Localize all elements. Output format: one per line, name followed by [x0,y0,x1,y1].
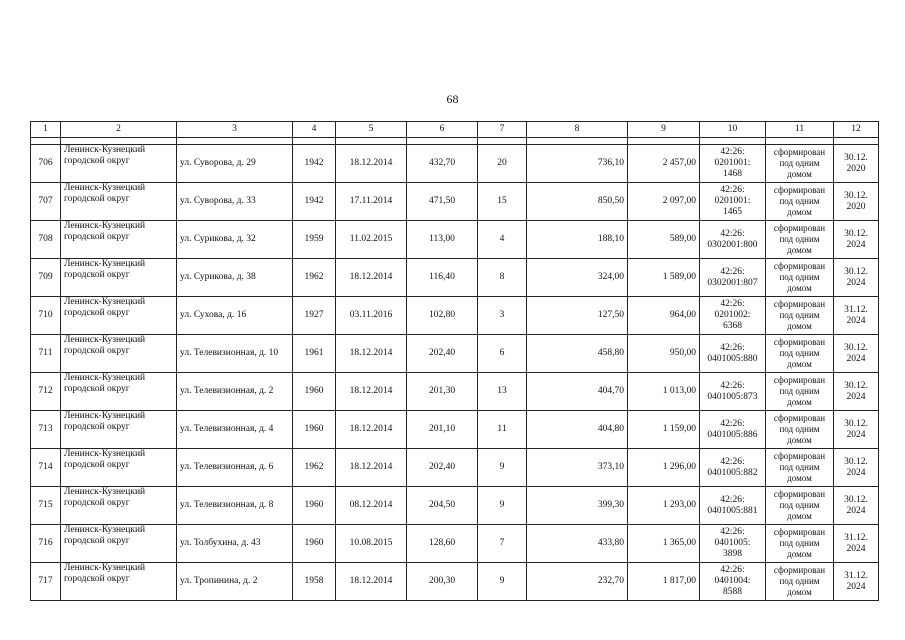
status-cell: сформирован под одним домом [766,373,834,411]
date-cell: 08.12.2014 [336,487,407,525]
due-date-cell: 30.12. 2024 [834,259,879,297]
count-cell: 9 [478,487,527,525]
value-cell: 404,70 [527,373,628,411]
area-cell: 113,00 [407,221,478,259]
value-cell: 404,80 [527,411,628,449]
year-cell: 1962 [293,449,336,487]
year-cell: 1960 [293,487,336,525]
cadastral-number-cell: 42:26: 0401005:881 [700,487,766,525]
cadastral-number-cell: 42:26: 0201002: 6368 [700,297,766,335]
year-cell: 1958 [293,563,336,601]
count-cell: 15 [478,183,527,221]
count-cell: 4 [478,221,527,259]
value-cell: 1 365,00 [628,525,700,563]
area-cell: 432,70 [407,145,478,183]
value-cell: 433,80 [527,525,628,563]
page-number: 68 [446,92,459,106]
year-cell: 1942 [293,183,336,221]
year-cell: 1960 [293,373,336,411]
value-cell: 964,00 [628,297,700,335]
address-cell: ул. Сурикова, д. 38 [177,259,293,297]
column-header: 1 [31,122,61,138]
area-cell: 201,10 [407,411,478,449]
row-number-cell: 717 [31,563,61,601]
due-date-cell: 30.12. 2024 [834,221,879,259]
status-cell: сформирован под одним домом [766,563,834,601]
value-cell: 232,70 [527,563,628,601]
due-date-cell: 31.12. 2024 [834,525,879,563]
table-row [31,525,879,563]
date-cell: 18.12.2014 [336,259,407,297]
due-date-cell: 30.12. 2020 [834,183,879,221]
address-cell: ул. Телевизионная, д. 8 [177,487,293,525]
status-cell: сформирован под одним домом [766,411,834,449]
municipality-cell: Ленинск-Кузнецкий городской округ [61,525,177,563]
table-row [31,335,879,373]
count-cell: 8 [478,259,527,297]
due-date-cell: 31.12. 2024 [834,297,879,335]
value-cell: 2 457,00 [628,145,700,183]
cadastral-number-cell: 42:26: 0401005:882 [700,449,766,487]
value-cell: 950,00 [628,335,700,373]
address-cell: ул. Телевизионная, д. 2 [177,373,293,411]
municipality-cell: Ленинск-Кузнецкий городской округ [61,259,177,297]
date-cell: 10.08.2015 [336,525,407,563]
address-cell: ул. Суворова, д. 33 [177,183,293,221]
cadastral-number-cell: 42:26: 0401005:873 [700,373,766,411]
spacer-row [31,138,879,145]
status-cell: сформирован под одним домом [766,221,834,259]
status-cell: сформирован под одним домом [766,449,834,487]
address-cell: ул. Телевизионная, д. 10 [177,335,293,373]
count-cell: 6 [478,335,527,373]
date-cell: 18.12.2014 [336,563,407,601]
address-cell: ул. Суворова, д. 29 [177,145,293,183]
cadastral-number-cell: 42:26: 0401005:886 [700,411,766,449]
cadastral-number-cell: 42:26: 0302001:807 [700,259,766,297]
due-date-cell: 30.12. 2024 [834,335,879,373]
area-cell: 202,40 [407,449,478,487]
address-cell: ул. Тропинина, д. 2 [177,563,293,601]
value-cell: 458,80 [527,335,628,373]
column-header: 7 [478,122,527,138]
row-number-cell: 710 [31,297,61,335]
status-cell: сформирован под одним домом [766,297,834,335]
due-date-cell: 30.12. 2024 [834,449,879,487]
table-row [31,221,879,259]
address-cell: ул. Сурикова, д. 32 [177,221,293,259]
year-cell: 1961 [293,335,336,373]
table-row [31,145,879,183]
column-header: 10 [700,122,766,138]
date-cell: 17.11.2014 [336,183,407,221]
row-number-cell: 713 [31,411,61,449]
column-header: 9 [628,122,700,138]
value-cell: 1 159,00 [628,411,700,449]
row-number-cell: 714 [31,449,61,487]
table-row [31,297,879,335]
value-cell: 1 296,00 [628,449,700,487]
municipality-cell: Ленинск-Кузнецкий городской округ [61,411,177,449]
area-cell: 202,40 [407,335,478,373]
value-cell: 2 097,00 [628,183,700,221]
column-header: 12 [834,122,879,138]
value-cell: 736,10 [527,145,628,183]
municipality-cell: Ленинск-Кузнецкий городской округ [61,297,177,335]
cadastral-number-cell: 42:26: 0302001:800 [700,221,766,259]
row-number-cell: 715 [31,487,61,525]
due-date-cell: 30.12. 2024 [834,373,879,411]
column-header: 2 [61,122,177,138]
value-cell: 127,50 [527,297,628,335]
year-cell: 1962 [293,259,336,297]
value-cell: 1 817,00 [628,563,700,601]
year-cell: 1960 [293,525,336,563]
municipality-cell: Ленинск-Кузнецкий городской округ [61,145,177,183]
column-header: 11 [766,122,834,138]
count-cell: 20 [478,145,527,183]
value-cell: 1 013,00 [628,373,700,411]
status-cell: сформирован под одним домом [766,525,834,563]
table-row [31,259,879,297]
count-cell: 3 [478,297,527,335]
column-header: 5 [336,122,407,138]
year-cell: 1927 [293,297,336,335]
date-cell: 03.11.2016 [336,297,407,335]
table-row [31,411,879,449]
value-cell: 324,00 [527,259,628,297]
row-number-cell: 706 [31,145,61,183]
column-number-row [31,122,879,138]
date-cell: 18.12.2014 [336,411,407,449]
value-cell: 850,50 [527,183,628,221]
address-cell: ул. Сухова, д. 16 [177,297,293,335]
area-cell: 471,50 [407,183,478,221]
area-cell: 200,30 [407,563,478,601]
value-cell: 373,10 [527,449,628,487]
cadastral-number-cell: 42:26: 0201001: 1465 [700,183,766,221]
due-date-cell: 31.12. 2024 [834,563,879,601]
date-cell: 18.12.2014 [336,449,407,487]
count-cell: 13 [478,373,527,411]
status-cell: сформирован под одним домом [766,259,834,297]
area-cell: 128,60 [407,525,478,563]
date-cell: 18.12.2014 [336,335,407,373]
date-cell: 18.12.2014 [336,145,407,183]
value-cell: 1 589,00 [628,259,700,297]
row-number-cell: 708 [31,221,61,259]
count-cell: 7 [478,525,527,563]
due-date-cell: 30.12. 2024 [834,411,879,449]
municipality-cell: Ленинск-Кузнецкий городской округ [61,373,177,411]
municipality-cell: Ленинск-Кузнецкий городской округ [61,487,177,525]
cadastral-number-cell: 42:26: 0201001: 1468 [700,145,766,183]
area-cell: 201,30 [407,373,478,411]
status-cell: сформирован под одним домом [766,145,834,183]
table-row [31,563,879,601]
table-row [31,449,879,487]
status-cell: сформирован под одним домом [766,183,834,221]
date-cell: 18.12.2014 [336,373,407,411]
table-row [31,183,879,221]
cadastral-number-cell: 42:26: 0401004: 8588 [700,563,766,601]
year-cell: 1942 [293,145,336,183]
row-number-cell: 709 [31,259,61,297]
row-number-cell: 712 [31,373,61,411]
row-number-cell: 707 [31,183,61,221]
value-cell: 589,00 [628,221,700,259]
address-cell: ул. Толбухина, д. 43 [177,525,293,563]
count-cell: 9 [478,563,527,601]
value-cell: 1 293,00 [628,487,700,525]
column-header: 4 [293,122,336,138]
column-header: 6 [407,122,478,138]
count-cell: 11 [478,411,527,449]
year-cell: 1960 [293,411,336,449]
due-date-cell: 30.12. 2020 [834,145,879,183]
municipality-cell: Ленинск-Кузнецкий городской округ [61,563,177,601]
status-cell: сформирован под одним домом [766,335,834,373]
table-row [31,373,879,411]
cadastral-number-cell: 42:26: 0401005:880 [700,335,766,373]
municipality-cell: Ленинск-Кузнецкий городской округ [61,183,177,221]
area-cell: 102,80 [407,297,478,335]
address-cell: ул. Телевизионная, д. 6 [177,449,293,487]
value-cell: 399,30 [527,487,628,525]
count-cell: 9 [478,449,527,487]
table-row [31,487,879,525]
row-number-cell: 716 [31,525,61,563]
column-header: 3 [177,122,293,138]
address-cell: ул. Телевизионная, д. 4 [177,411,293,449]
municipality-cell: Ленинск-Кузнецкий городской округ [61,449,177,487]
status-cell: сформирован под одним домом [766,487,834,525]
cadastral-number-cell: 42:26: 0401005: 3898 [700,525,766,563]
date-cell: 11.02.2015 [336,221,407,259]
due-date-cell: 30.12. 2024 [834,487,879,525]
year-cell: 1959 [293,221,336,259]
row-number-cell: 711 [31,335,61,373]
municipality-cell: Ленинск-Кузнецкий городской округ [61,221,177,259]
column-header: 8 [527,122,628,138]
area-cell: 204,50 [407,487,478,525]
value-cell: 188,10 [527,221,628,259]
area-cell: 116,40 [407,259,478,297]
housing-registry-table [30,121,879,601]
municipality-cell: Ленинск-Кузнецкий городской округ [61,335,177,373]
